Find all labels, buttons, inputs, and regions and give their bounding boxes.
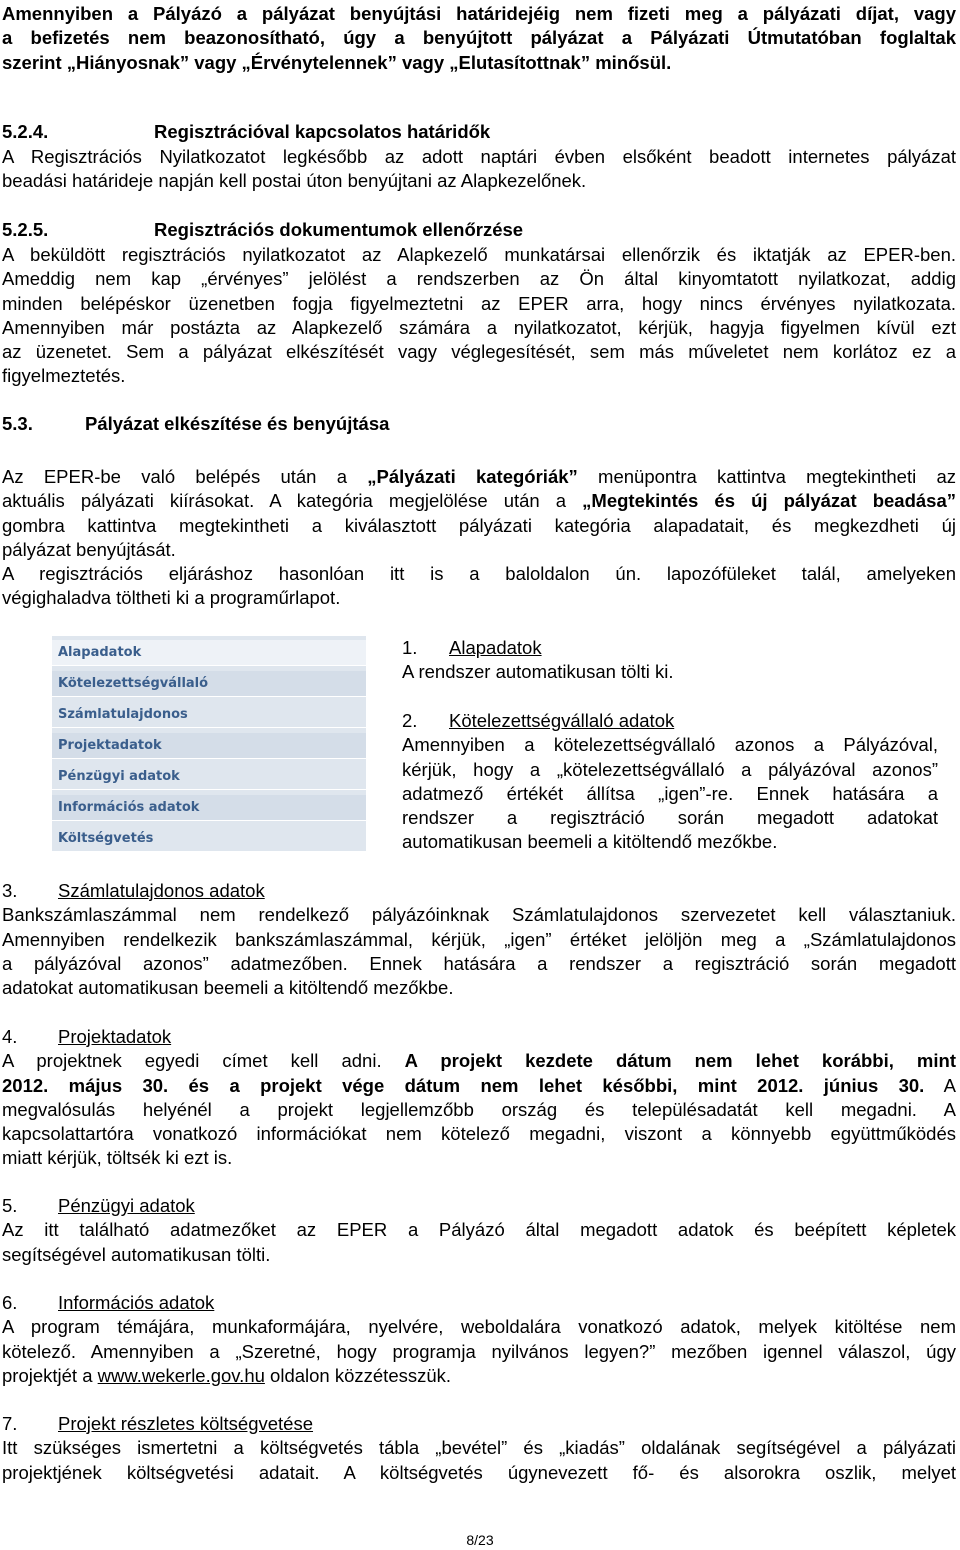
item-title: Alapadatok	[449, 637, 542, 658]
text-line: projektjének költségvetési adatait. A költségvetés úgynevezett fő- és alsorokra oszlik, melyet	[2, 1461, 956, 1483]
text-line: Itt szükséges ismertetni a költségvetés tábla „bevétel” és „kiadás” oldalának segítségével a pályázati	[2, 1437, 956, 1459]
text-span: menüpontra kattintva megtekintheti az	[577, 466, 957, 487]
item-heading	[2, 1412, 956, 1436]
tab-koltsegvetes[interactable]: Költségvetés	[52, 826, 366, 852]
item-7	[2, 1412, 956, 1485]
section-heading-525	[2, 218, 956, 242]
text-line: a pályázóval azonos” adatmezőben. Ennek hatására a rendszer a regisztráció során megadott	[2, 952, 956, 974]
section-heading-53	[2, 412, 956, 436]
intro-paragraph	[2, 2, 956, 75]
item-heading	[2, 879, 956, 903]
tab-alapadatok[interactable]: Alapadatok	[52, 640, 366, 666]
item-6	[2, 1291, 956, 1388]
item-heading	[2, 1291, 956, 1315]
text-line: Bankszámlaszámmal nem rendelkező pályázóinknak Számlatulajdonos szervezetet kell választaniuk.	[2, 904, 956, 926]
item-title: Projekt részletes költségvetése	[58, 1413, 314, 1434]
text-span: A projektnek egyedi címet kell adni.	[2, 1050, 405, 1072]
text-line: A beküldött regisztrációs nyilatkozatot az Alapkezelő munkatársai ellenőrzik és iktatják az EPER-ben.	[2, 244, 956, 265]
item-title: Pénzügyi adatok	[58, 1195, 195, 1216]
text-line: Amennyiben rendelkezik bankszámlaszámmal, kérjük, „igen” értéket jelöljön meg a „Számlatulajdonos	[2, 928, 956, 950]
section-body-525	[2, 243, 956, 389]
text-line: A regisztrációs eljáráshoz hasonlóan itt is a baloldalon ún. lapozófüleket talál, amelyeken	[2, 563, 956, 585]
item-title: Kötelezettségvállaló adatok	[449, 710, 675, 731]
text-line: miatt kérjük, töltsék ki ezt is.	[2, 1147, 233, 1169]
item-number: 7.	[2, 1413, 18, 1434]
intro-line: Amennyiben a Pályázó a pályázat benyújtási határidejéig nem fizeti meg a pályázati díjat, vagy	[2, 3, 956, 24]
button-name-bold: „Megtekintés és új pályázat beadása”	[582, 490, 957, 512]
text-line: kapcsolattartóra vonatkozó információkat nem kötelező megadni, viszont a könnyebb együttműködés	[2, 1123, 956, 1145]
text-span: projektjét a	[2, 1364, 98, 1386]
text-span: aktuális pályázati kiírásokat. A kategória megjelölése után a	[2, 490, 583, 512]
tab-kotelezettsegvallalo[interactable]: Kötelezettségvállaló	[52, 671, 366, 697]
item-number: 1.	[402, 637, 418, 658]
intro-line: szerint „Hiányosnak” vagy „Érvénytelennek” vagy „Elutasítottnak” minősül.	[2, 51, 672, 73]
text-line: kötelező. Amennyiben a „Szeretné, hogy programja nyilvános legyen?” mezőben igennel válaszol, úgy	[2, 1340, 956, 1362]
text-line: Ameddig nem kap „érvényes” jelölést a rendszerben az Ön által kinyomtatott nyilatkozat, addig	[2, 268, 956, 290]
bold-text: 2012. május 30. és a projekt vége dátum nem lehet későbbi, mint 2012. június 30.	[2, 1074, 925, 1096]
item-2	[402, 709, 938, 855]
item-heading	[2, 1194, 956, 1218]
item-title: Projektadatok	[58, 1026, 172, 1047]
text-line: végighaladva töltheti ki a programűrlapot.	[2, 587, 341, 609]
text-line: rendszer a regisztráció során megadott adatokat	[402, 807, 938, 829]
item-4	[2, 1025, 956, 1171]
menu-name-bold: „Pályázati kategóriák”	[367, 466, 578, 487]
text-line	[2, 1364, 956, 1388]
item-heading	[2, 1025, 956, 1049]
text-line: Amennyiben a kötelezettségvállaló azonos a Pályázóval,	[402, 734, 938, 756]
text-line: Amennyiben már postázta az Alapkezelő számára a nyilatkozatot, kérjük, hagyja figyelmen kívül ezt	[2, 316, 956, 338]
text-line: gombra kattintva megtekintheti a kiválasztott pályázati kategória alapadatait, és megkezdheti új	[2, 514, 956, 536]
text-line	[2, 489, 956, 513]
text-line	[2, 465, 956, 489]
text-line: A program témájára, munkaformájára, nyelvére, weboldalára vonatkozó adatok, melyek kitöltése nem	[2, 1316, 956, 1338]
text-line	[2, 1049, 956, 1073]
tab-panel-image	[52, 636, 366, 852]
text-line: automatikusan beemeli a kitöltendő mezőkbe.	[402, 831, 778, 853]
text-line: A Regisztrációs Nyilatkozatot legkésőbb az adott naptári évben elsőként beadott internetes pályázat	[2, 146, 956, 167]
tab-projektadatok[interactable]: Projektadatok	[52, 733, 366, 759]
section-title: Regisztrációs dokumentumok ellenőrzése	[154, 219, 524, 240]
section-number: 5.2.4.	[2, 121, 49, 142]
text-line: adatokat automatikusan beemeli a kitöltendő mezőkbe.	[2, 977, 454, 999]
text-line: A rendszer automatikusan tölti ki.	[402, 661, 674, 683]
section-body-524	[2, 145, 956, 194]
tab-szamlatulajdonos[interactable]: Számlatulajdonos	[52, 702, 366, 728]
bold-text: A projekt kezdete dátum nem lehet korábbi, mint	[404, 1050, 956, 1072]
item-title: Számlatulajdonos adatok	[58, 880, 265, 901]
item-title: Információs adatok	[58, 1292, 215, 1313]
text-span: oldalon közzétesszük.	[264, 1364, 452, 1386]
page-number: 8/23	[466, 1532, 494, 1548]
text-line: beadási határideje napján kell postai úton benyújtani az Alapkezelőnek.	[2, 170, 587, 192]
text-span: Az EPER-be való belépés után a	[2, 466, 368, 487]
text-line: pályázat benyújtását.	[2, 538, 176, 560]
item-3	[2, 879, 956, 1000]
tab-penzugyi-adatok[interactable]: Pénzügyi adatok	[52, 764, 366, 790]
text-line	[2, 1074, 956, 1098]
text-line: adatmező értékét állítsa „igen”-re. Ennek hatására a	[402, 782, 938, 804]
tab-informacios-adatok[interactable]: Információs adatok	[52, 795, 366, 821]
section-title: Regisztrációval kapcsolatos határidők	[154, 121, 491, 142]
item-heading	[402, 636, 938, 660]
website-link[interactable]: www.wekerle.gov.hu	[97, 1364, 265, 1386]
item-heading	[402, 709, 938, 733]
item-number: 4.	[2, 1026, 18, 1047]
item-number: 3.	[2, 880, 18, 901]
section-heading-524	[2, 120, 956, 144]
item-5	[2, 1194, 956, 1267]
item-number: 2.	[402, 710, 418, 731]
text-line: Az itt található adatmezőket az EPER a Pályázó által megadott adatok és beépített képletek	[2, 1219, 956, 1241]
section-number: 5.2.5.	[2, 219, 49, 240]
intro-line: a befizetés nem beazonosítható, úgy a benyújtott pályázat a Pályázati Útmutatóban foglaltak	[2, 27, 956, 49]
section-number: 5.3.	[2, 413, 33, 434]
item-1	[402, 636, 938, 685]
text-span: A	[924, 1074, 956, 1096]
text-line: figyelmeztetés.	[2, 365, 126, 387]
section-body-53	[2, 465, 956, 611]
section-title: Pályázat elkészítése és benyújtása	[85, 413, 390, 434]
text-line: segítségével automatikusan tölti.	[2, 1243, 271, 1265]
text-line: megvalósulás helyénél a projekt legjellemzőbb ország és településadatát kell megadni. A	[2, 1098, 956, 1120]
item-number: 5.	[2, 1195, 18, 1216]
text-line: minden belépéskor üzenetben fogja figyelmeztetni az EPER arra, hogy nincs érvényes nyilatkozata.	[2, 292, 956, 314]
text-line: az üzenetet. Sem a pályázat elkészítését vagy véglegesítését, sem más műveletet nem korlátoz ez a	[2, 341, 956, 363]
item-number: 6.	[2, 1292, 18, 1313]
text-line: kérjük, hogy a „kötelezettségvállaló a pályázóval azonos”	[402, 758, 938, 780]
